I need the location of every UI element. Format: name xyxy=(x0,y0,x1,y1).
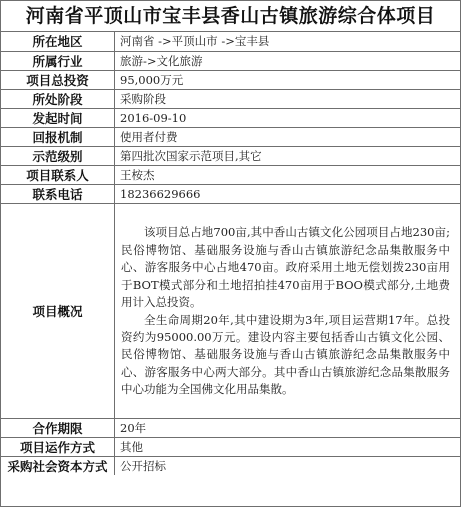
table-row xyxy=(1,146,460,165)
row-value-demo-level: 第四批次国家示范项目,其它 xyxy=(115,146,461,165)
overview-text xyxy=(115,203,461,418)
row-label-cooperation-period: 合作期限 xyxy=(1,418,115,437)
row-value-procurement-method: 公开招标 xyxy=(115,456,461,475)
row-value-operation-mode: 其他 xyxy=(115,437,461,456)
table-row xyxy=(1,108,460,127)
row-label-contact: 项目联系人 xyxy=(1,165,115,184)
row-label-demo-level: 示范级别 xyxy=(1,146,115,165)
row-value-region: 河南省 ->平顶山市 ->宝丰县 xyxy=(115,32,461,51)
page-title: 河南省平顶山市宝丰县香山古镇旅游综合体项目 xyxy=(1,1,460,32)
project-info-table xyxy=(1,32,460,475)
row-value-start-date: 2016-09-10 xyxy=(115,108,461,127)
table-row xyxy=(1,51,460,70)
table-row xyxy=(1,89,460,108)
table-row-overview xyxy=(1,203,460,418)
row-value-return-mechanism: 使用者付费 xyxy=(115,127,461,146)
row-value-contact: 王桉杰 xyxy=(115,165,461,184)
row-label-procurement-method: 采购社会资本方式 xyxy=(1,456,115,475)
overview-paragraph: 该项目总占地700亩,其中香山古镇文化公园项目占地230亩;民俗博物馆、基础服务设施与香山古镇旅游纪念品集散服务中心、游客服务中心占地470亩。政府采用土地无偿划拨230亩用于BOT模式部分和土地招拍挂470亩用于BOO模式部分,土地费用计入总投资。 xyxy=(121,225,450,310)
table-row xyxy=(1,418,460,437)
row-label-overview: 项目概况 xyxy=(1,203,115,418)
row-label-industry: 所属行业 xyxy=(1,51,115,70)
row-label-start-date: 发起时间 xyxy=(1,108,115,127)
row-label-phone: 联系电话 xyxy=(1,184,115,203)
row-label-operation-mode: 项目运作方式 xyxy=(1,437,115,456)
table-row xyxy=(1,184,460,203)
row-value-phone: 18236629666 xyxy=(115,184,461,203)
row-label-total-investment: 项目总投资 xyxy=(1,70,115,89)
row-value-stage: 采购阶段 xyxy=(115,89,461,108)
table-row xyxy=(1,165,460,184)
table-row xyxy=(1,32,460,51)
row-value-industry: 旅游->文化旅游 xyxy=(115,51,461,70)
table-row xyxy=(1,127,460,146)
table-row xyxy=(1,437,460,456)
row-value-cooperation-period: 20年 xyxy=(115,418,461,437)
row-value-total-investment: 95,000万元 xyxy=(115,70,461,89)
row-label-stage: 所处阶段 xyxy=(1,89,115,108)
table-row xyxy=(1,456,460,475)
row-label-region: 所在地区 xyxy=(1,32,115,51)
overview-paragraph: 全生命周期20年,其中建设期为3年,项目运营期17年。总投资约为95000.00万元。建设内容主要包括香山古镇文化公园、民俗博物馆、基础服务设施与香山古镇旅游纪念品集散服务中心、游客服务中心两大部分。其中香山古镇旅游纪念品集散服务中心功能为全国佛文化用品集散。 xyxy=(121,312,450,397)
row-label-return-mechanism: 回报机制 xyxy=(1,127,115,146)
table-row xyxy=(1,70,460,89)
